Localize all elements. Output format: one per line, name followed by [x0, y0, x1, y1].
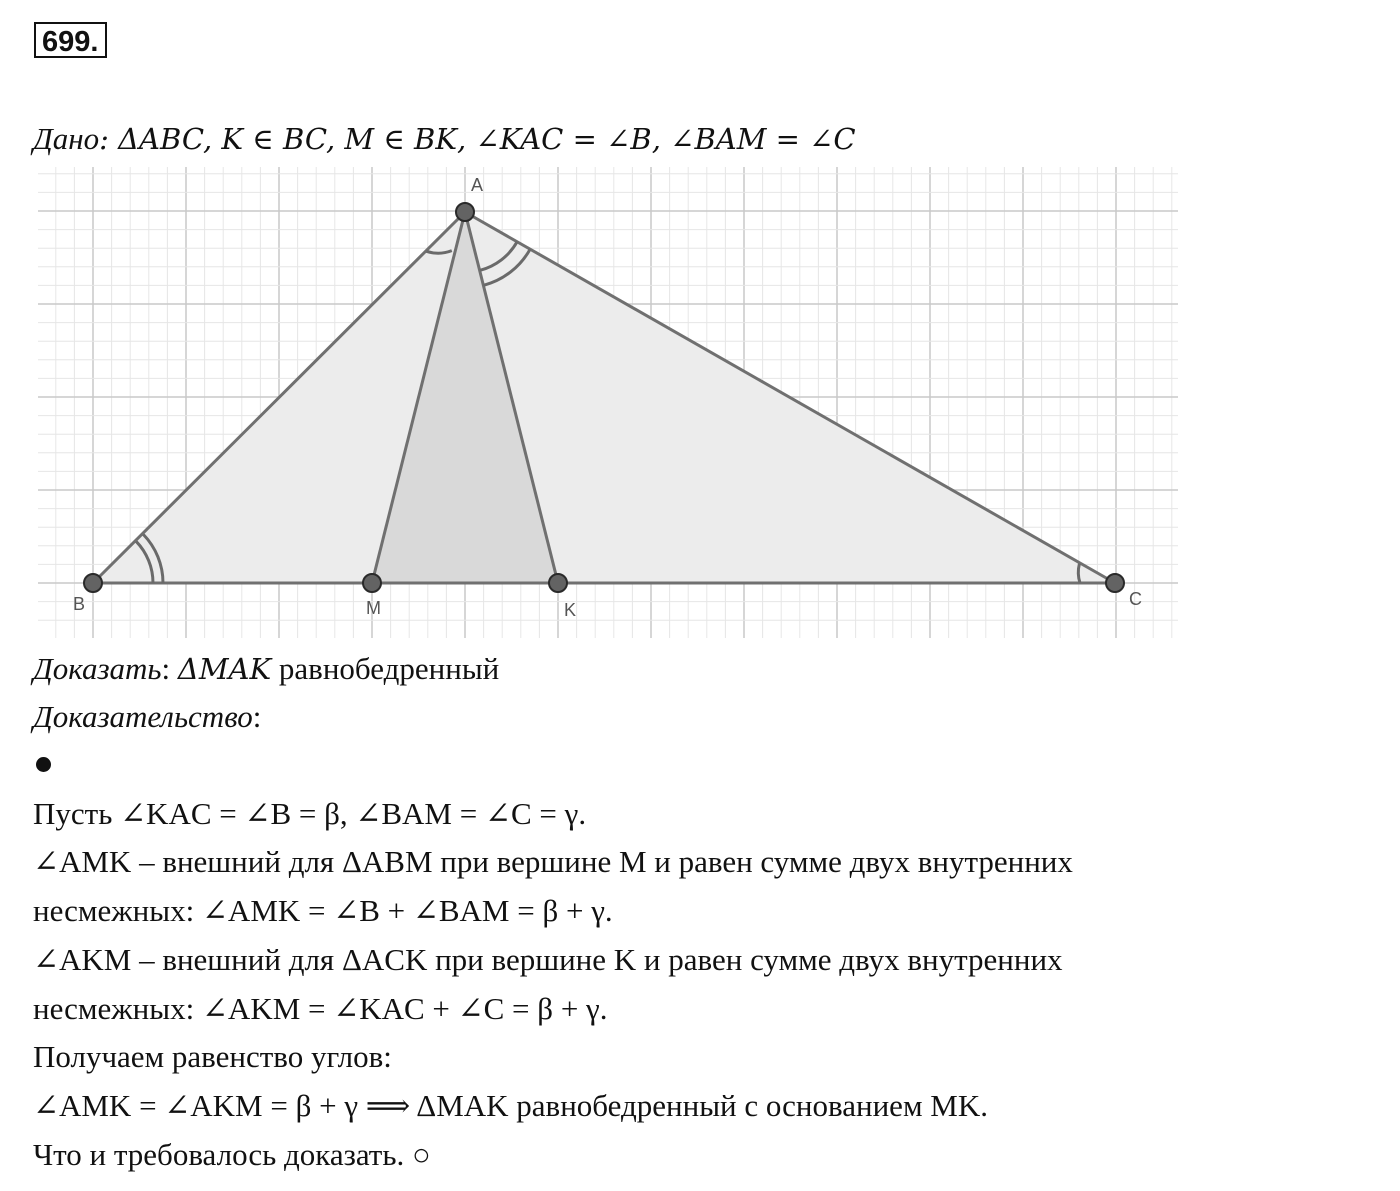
proof-line-4: ∠AKM – внешний для ΔACK при вершине K и равен сумме двух внутренних — [33, 942, 1063, 977]
prove-math: ΔMAK — [177, 652, 272, 686]
label-b: B — [73, 594, 86, 614]
proof-label: Доказательство — [33, 699, 253, 734]
proof-line-5: несмежных: ∠AKM = ∠KAC + ∠C = β + γ. — [33, 991, 608, 1026]
label-a: A — [471, 175, 484, 195]
prove-text: равнобедренный — [271, 651, 500, 686]
point-k — [549, 574, 567, 592]
point-c — [1106, 574, 1124, 592]
proof-line-7: ∠AMK = ∠AKM = β + γ ⟹ ΔMAK равнобедренный с основанием MK. — [33, 1088, 989, 1123]
proof-line-2: ∠AMK – внешний для ΔABM при вершине M и равен сумме двух внутренних — [33, 844, 1073, 879]
prove-label: Доказать — [33, 651, 162, 686]
problem-number: 699. — [34, 22, 107, 58]
point-a — [456, 203, 474, 221]
label-c: C — [1129, 589, 1142, 609]
proof-sep: : — [252, 699, 262, 734]
angle-c-arc — [1078, 564, 1080, 583]
bullet-marker — [36, 757, 51, 772]
prove-line — [33, 649, 499, 689]
given-text: : ΔABC, K ∈ BC, M ∈ BK, ∠KAC = ∠B, ∠BAM = ∠C — [99, 122, 856, 156]
proof-line-3: несмежных: ∠AMK = ∠B + ∠BAM = β + γ. — [33, 893, 613, 928]
proof-line-6: Получаем равенство углов: — [33, 1039, 392, 1074]
point-b — [84, 574, 102, 592]
label-k: K — [564, 600, 577, 620]
proof-label-line — [33, 697, 261, 737]
proof-line-1: Пусть ∠KAC = ∠B = β, ∠BAM = ∠C = γ. — [33, 796, 587, 831]
label-m: M — [366, 598, 381, 618]
point-m — [363, 574, 381, 592]
proof-line-8: Что и требовалось доказать. ○ — [33, 1137, 431, 1172]
given-label: Дано — [33, 121, 100, 156]
prove-sep: : — [161, 651, 178, 686]
